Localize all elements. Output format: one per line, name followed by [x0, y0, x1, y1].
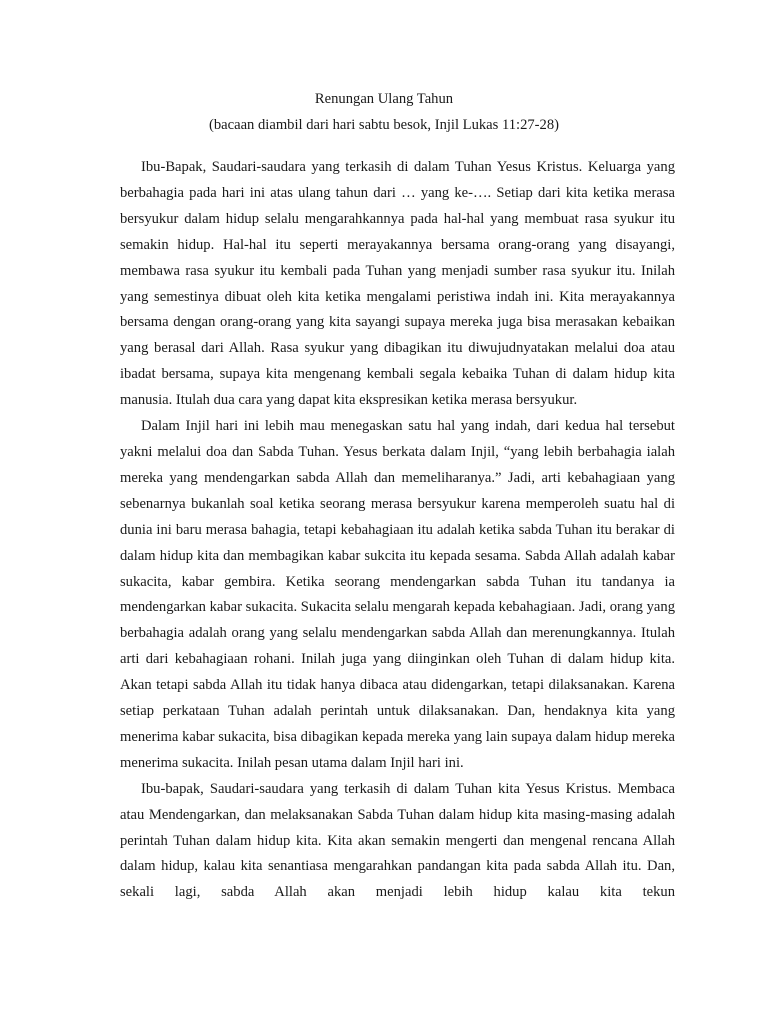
title-block	[0, 86, 768, 138]
document-body	[120, 155, 675, 906]
paragraph: Ibu-bapak, Saudari-saudara yang terkasih di dalam Tuhan kita Yesus Kristus. Membaca atau Mendengarkan, dan melaksanakan Sabda Tuhan dalam hidup kita masing-masing adalah perintah Tuhan dalam hidup kita. Kita akan semakin mengerti dan mengenal rencana Allah dalam hidup, kalau kita senantiasa mengarahkan pandangan kita pada sabda Allah itu. Dan, sekali lagi, sabda Allah akan menjadi lebih hidup kalau kita tekun	[120, 780, 675, 901]
document-title: Renungan Ulang Tahun	[314, 91, 454, 107]
paragraph: Ibu-Bapak, Saudari-saudara yang terkasih di dalam Tuhan Yesus Kristus. Keluarga yang berbahagia pada hari ini atas ulang tahun dari … yang ke-…. Setiap dari kita ketika merasa bersyukur dalam hidup selalu mengarahkannya pada hal-hal yang membuat rasa syukur itu semakin hidup. Hal-hal itu seperti merayakannya bersama orang-orang yang disayangi, membawa rasa syukur itu kembali pada Tuhan yang menjadi sumber rasa syukur itu. Inilah yang semestinya dibuat oleh kita ketika mengalami peristiwa indah ini. Kita merayakannya bersama dengan orang-orang yang kita sayangi supaya mereka juga bisa merasakan kebaikan yang berasal dari Allah. Rasa syukur yang dibagikan itu diwujudnyatakan melalui doa atau ibadat bersama, supaya kita mengenang kembali segala kebaika Tuhan di dalam hidup kita manusia. Itulah dua cara yang dapat kita ekspresikan ketika merasa bersyukur.	[120, 159, 675, 409]
document-subtitle: (bacaan diambil dari hari sabtu besok, Injil Lukas 11:27-28)	[208, 117, 559, 133]
paragraph: Dalam Injil hari ini lebih mau menegaskan satu hal yang indah, dari kedua hal tersebut yakni melalui doa dan Sabda Tuhan. Yesus berkata dalam Injil, “yang lebih berbahagia ialah mereka yang mendengarkan sabda Allah dan memeliharanya.” Jadi, arti kebahagiaan yang sebenarnya bukanlah soal ketika seorang merasa bersyukur karena memperoleh suatu hal di dunia ini baru merasa bahagia, tetapi kebahagiaan itu adalah ketika sabda Tuhan itu berakar di dalam hidup kita dan membagikan kabar sukcita itu kepada sesama. Sabda Allah adalah kabar sukacita, kabar gembira. Ketika seorang mendengarkan sabda Tuhan itu tandanya ia mendengarkan kabar sukacita. Sukacita selalu mengarah kepada kebahagiaan. Jadi, orang yang berbahagia adalah orang yang selalu mendengarkan sabda Allah dan merenungkannya. Itulah arti dari kebahagiaan rohani. Inilah juga yang diinginkan oleh Tuhan di dalam hidup kita. Akan tetapi sabda Allah itu tidak hanya dibaca atau didengarkan, tetapi dilaksanakan. Karena setiap perkataan Tuhan adalah perintah untuk dilaksanakan. Dan, hendaknya kita yang menerima kabar sukacita, bisa dibagikan kepada mereka yang lain supaya dalam hidup mereka menerima sukacita. Inilah pesan utama dalam Injil hari ini.	[120, 418, 675, 771]
